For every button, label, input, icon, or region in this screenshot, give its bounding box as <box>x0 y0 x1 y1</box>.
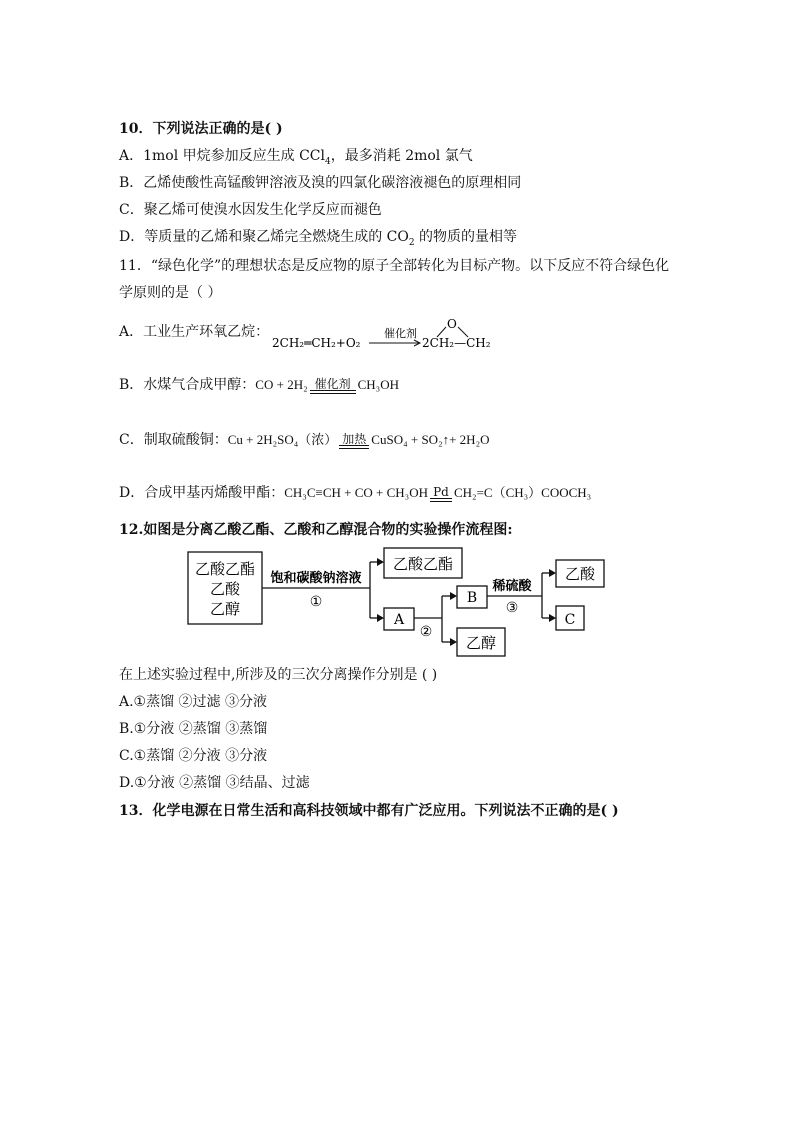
q10-option-b: B．乙烯使酸性高锰酸钾溶液及溴的四氯化碳溶液褪色的原理相同 <box>119 175 522 191</box>
flow-node-a-label: A <box>393 612 405 628</box>
q11-c-condition: 加热 <box>342 432 367 446</box>
q12-option-d: D.①分液 ②蒸馏 ③结晶、过滤 <box>119 775 310 791</box>
flow-step-2: ② <box>419 624 433 640</box>
flow-ethanol-label: 乙醇 <box>465 634 497 652</box>
q11-a-rhs: 2CH₂—CH₂ <box>422 336 491 350</box>
q12-option-c: C.①蒸馏 ②分液 ③分液 <box>119 748 268 764</box>
q12-option-b: B.①分液 ②蒸馏 ③蒸馏 <box>119 721 268 737</box>
q11-stem-line2: 学原则的是（ ） <box>119 285 222 301</box>
flow-reagent-1: 饱和碳酸钠溶液 <box>270 571 362 586</box>
flow-arrowhead-acid <box>549 569 556 577</box>
flow-step-3: ③ <box>505 600 519 616</box>
q11-a-lhs: 2CH₂═CH₂+O₂ <box>272 336 361 350</box>
q10-option-a: A．1mol 甲烷参加反应生成 CCl$_4$，最多消耗 2mol 氯气 <box>119 148 473 167</box>
q11-option-a <box>119 323 269 341</box>
q11-d-catalyst: Pd <box>433 485 449 499</box>
flow-node-c-label: C <box>564 612 576 628</box>
q13-stem: 13．化学电源在日常生活和高科技领域中都有广泛应用。下列说法不正确的是( ) <box>119 803 619 819</box>
flow-node-b-label: B <box>466 590 478 606</box>
flow-mixture-acid: 乙酸 <box>209 580 241 598</box>
flow-step-1: ① <box>309 594 323 610</box>
q12-stem: 12.如图是分离乙酸乙酯、乙酸和乙醇混合物的实验操作流程图: <box>119 522 513 538</box>
flow-arrowhead-ethanol <box>450 638 457 646</box>
flow-arrowhead-ester <box>377 558 384 566</box>
flow-arrowhead-b <box>450 592 457 600</box>
q11-a-oxygen: O <box>447 317 457 331</box>
flow-mixture-ethanol: 乙醇 <box>209 600 241 618</box>
q10-option-c: C．聚乙烯可使溴水因发生化学反应而褪色 <box>119 202 382 218</box>
flow-reagent-3: 稀硫酸 <box>492 579 532 594</box>
q11-option-a-equation <box>270 315 500 355</box>
flow-arrowhead-a <box>377 614 384 622</box>
q11-b-catalyst: 催化剂 <box>314 377 351 391</box>
q12-question: 在上述实验过程中,所涉及的三次分离操作分别是 ( ) <box>119 667 438 683</box>
q12-flowchart <box>180 546 620 664</box>
q12-option-a: A.①蒸馏 ②过滤 ③分液 <box>119 694 268 710</box>
q10-option-d: D．等质量的乙烯和聚乙烯完全燃烧生成的 $CO_2$ 的物质的量相等 <box>119 229 518 248</box>
q11-option-b: B．水煤气合成甲醇：CO + 2H₂ 催化剂 CH₃OH <box>119 377 399 393</box>
flow-mixture-ester: 乙酸乙酯 <box>194 560 256 578</box>
q10-stem: 10．下列说法正确的是( ) <box>119 121 283 137</box>
q11-option-a-label: A．工业生产环氧乙烷： <box>119 324 270 340</box>
flow-arrowhead-c <box>549 614 556 622</box>
q11-option-d: D．合成甲基丙烯酸甲酯：CH₃C≡CH + CO + CH₃OH Pd CH₂=C（CH₃）COOCH₃ <box>119 485 592 501</box>
flow-acid-label: 乙酸 <box>564 565 596 583</box>
q11-option-c: C．制取硫酸铜：Cu + 2H₂SO₄（浓） 加热 CuSO₄ + SO₂↑+ 2H₂O <box>119 432 490 448</box>
q11-stem-line1: 11．“绿色化学”的理想状态是反应物的原子全部转化为目标产物。以下反应不符合绿色化 <box>119 258 670 274</box>
q11-a-catalyst: 催化剂 <box>384 327 417 340</box>
flow-ester-label: 乙酸乙酯 <box>392 555 454 573</box>
